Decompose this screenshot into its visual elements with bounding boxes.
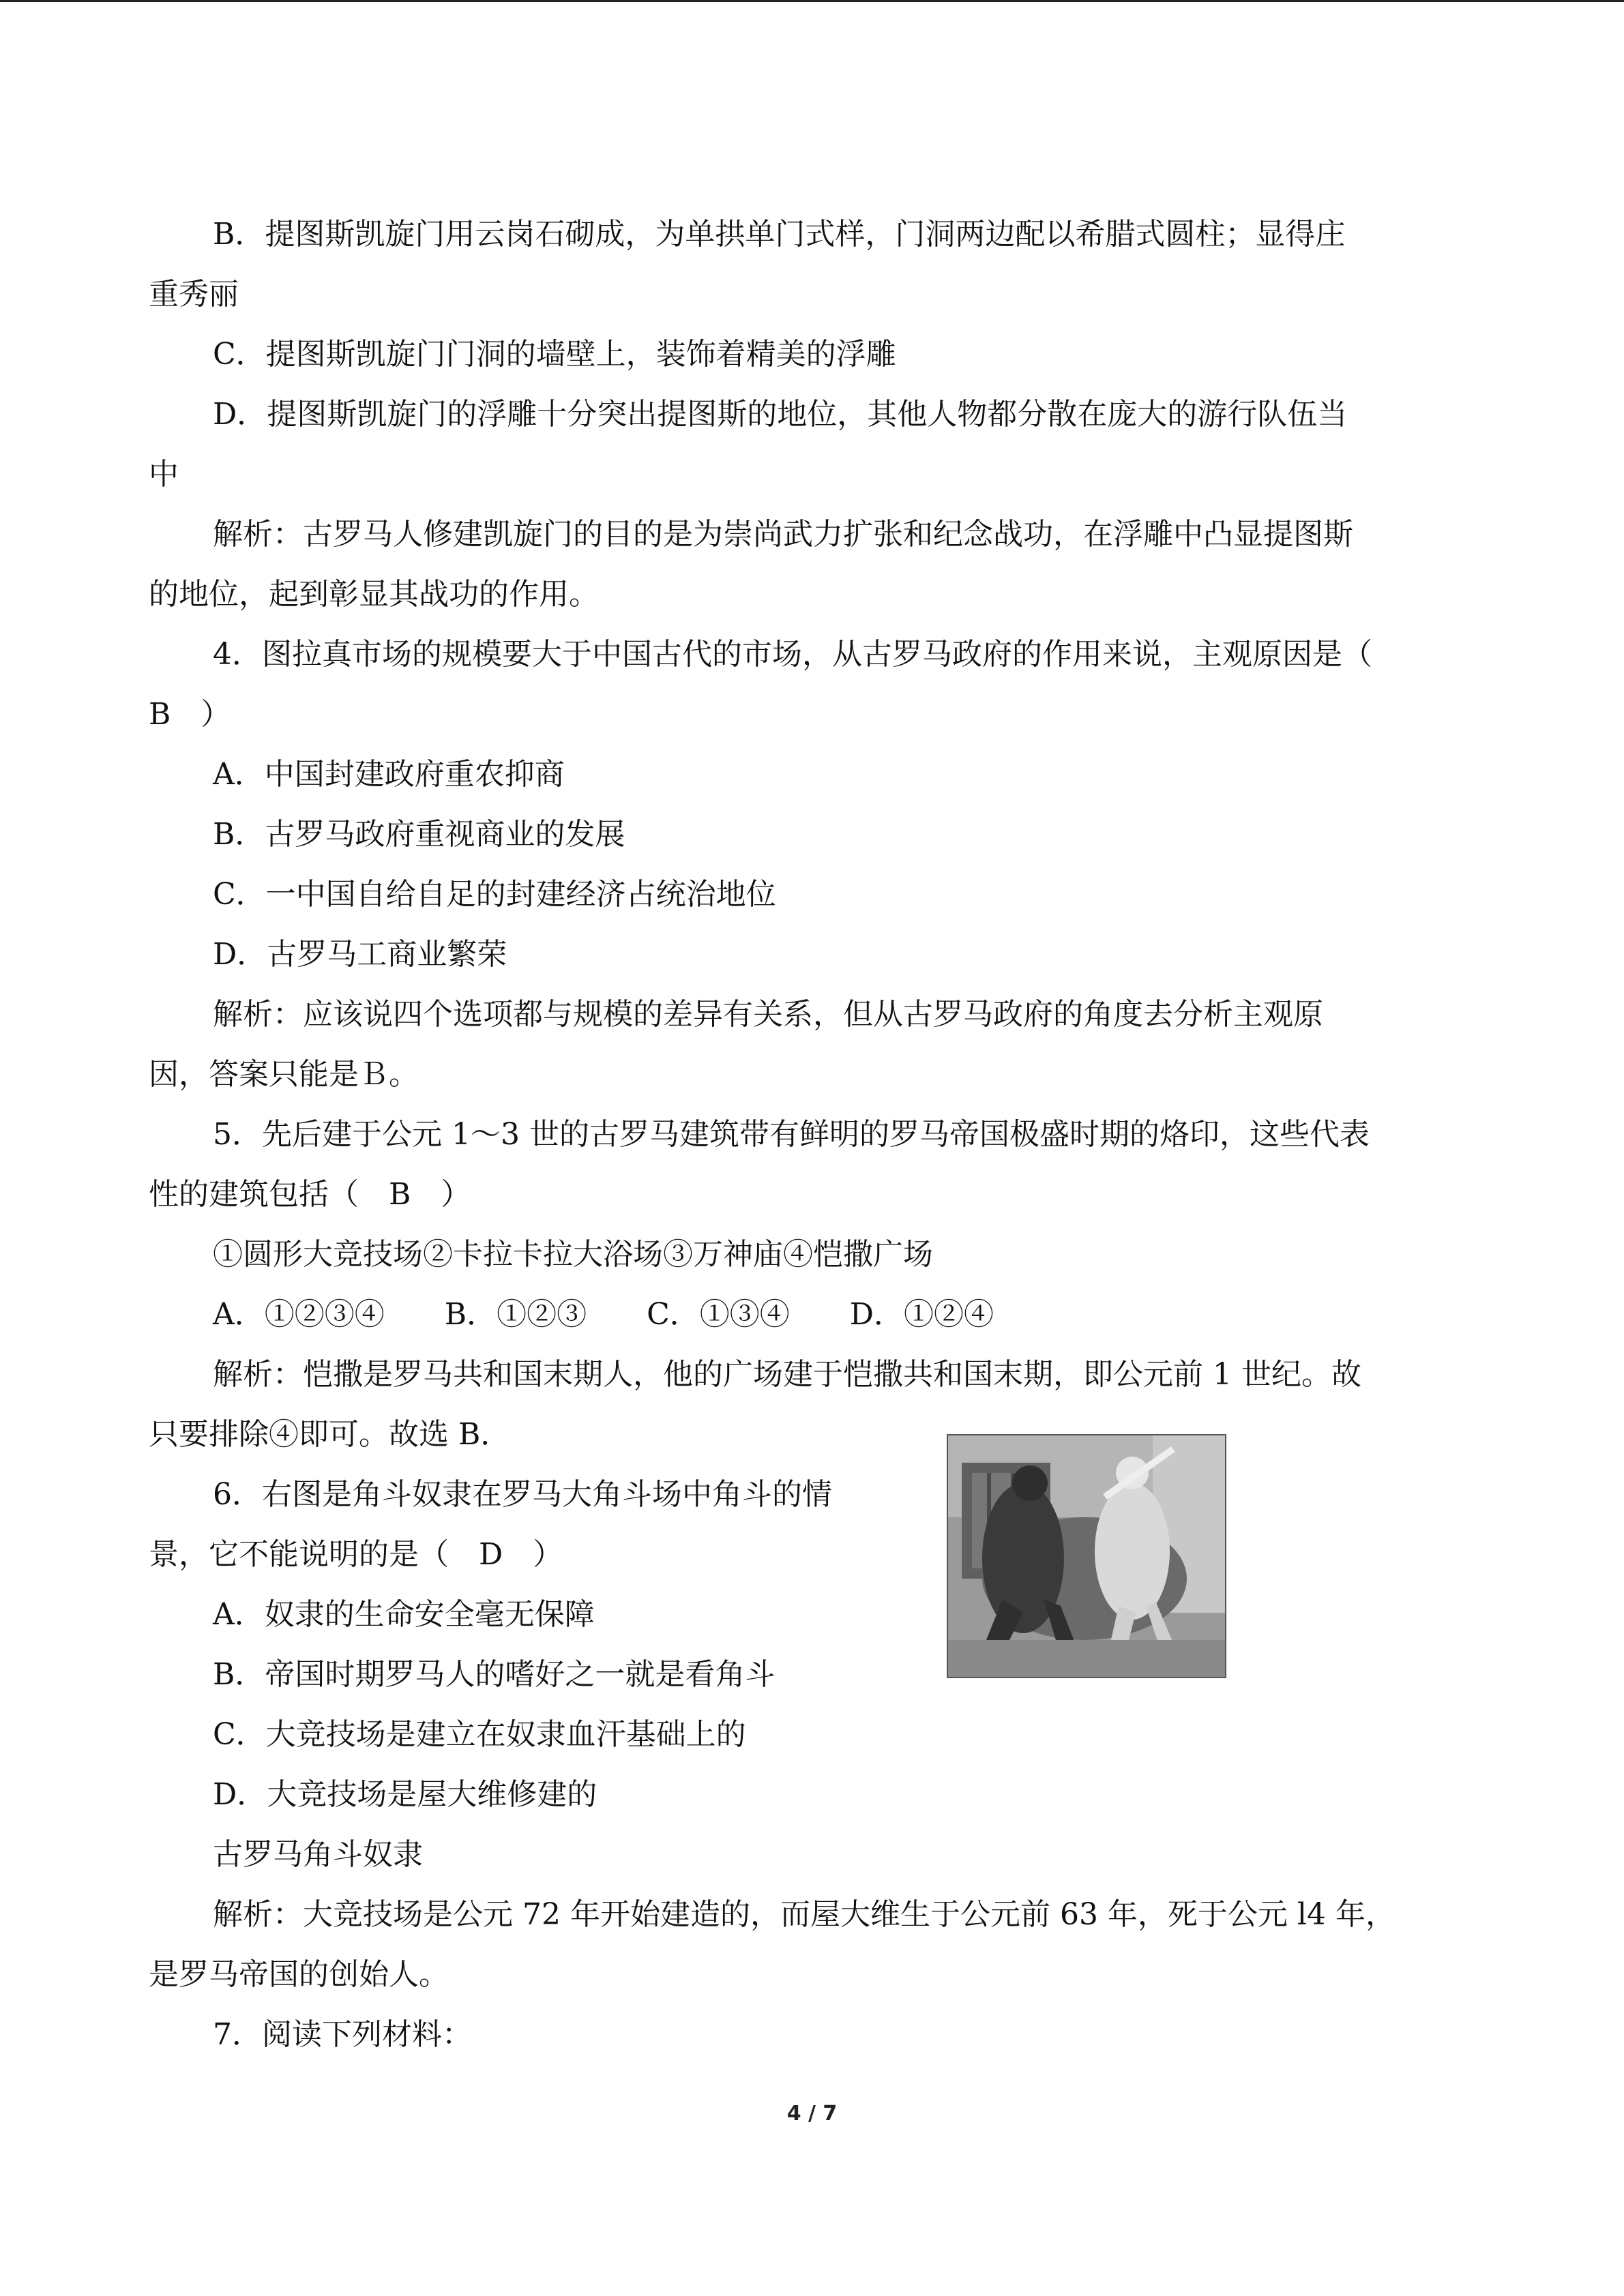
- question-4: 4．图拉真市场的规模要大于中国古代的市场，从古罗马政府的作用来说，主观原因是（: [213, 637, 1372, 672]
- question-4-answer: B ）: [149, 697, 231, 732]
- question-5: 5．先后建于公元 1～3 世的古罗马建筑带有鲜明的罗马帝国极盛时期的烙印，这些代表: [213, 1117, 1370, 1152]
- q4-option-a: A．中国封建政府重农抑商: [213, 757, 565, 792]
- explanation-5-continuation: 只要排除④即可。故选 B．: [149, 1417, 511, 1452]
- explanation-6: 解析：大竞技场是公元 72 年开始建造的，而屋大维生于公元前 63 年，死于公元 l4 年，: [213, 1897, 1396, 1932]
- q5-options: A．①②③④ B．①②③ C．①③④ D．①②④: [213, 1297, 994, 1332]
- q6-option-a: A．奴隶的生命安全毫无保障: [213, 1597, 595, 1632]
- question-5-continuation: 性的建筑包括（ B ）: [149, 1177, 471, 1212]
- top-border-rule: [0, 0, 1624, 2]
- gladiator-photo: [947, 1434, 1226, 1678]
- figure-caption: 古罗马角斗奴隶: [213, 1837, 423, 1872]
- explanation-4: 解析：应该说四个选项都与规模的差异有关系，但从古罗马政府的角度去分析主观原: [213, 997, 1323, 1032]
- option-b-text: B．提图斯凯旋门用云岗石砌成，为单拱单门式样，门洞两边配以希腊式圆柱；显得庄: [213, 217, 1346, 252]
- question-6-continuation: 景，它不能说明的是（ D ）: [149, 1537, 563, 1572]
- document-body: [149, 205, 1465, 2065]
- q6-option-b: B．帝国时期罗马人的嗜好之一就是看角斗: [213, 1657, 776, 1692]
- q4-option-d: D．古罗马工商业繁荣: [213, 937, 507, 972]
- option-d-text: D．提图斯凯旋门的浮雕十分突出提图斯的地位，其他人物都分散在庞大的游行队伍当: [213, 397, 1348, 432]
- page-number: 4 / 7: [786, 2102, 838, 2126]
- explanation-3: 解析：古罗马人修建凯旋门的目的是为崇尚武力扩张和纪念战功，在浮雕中凸显提图斯: [213, 517, 1353, 552]
- q5-items: ①圆形大竞技场②卡拉卡拉大浴场③万神庙④恺撒广场: [213, 1237, 933, 1272]
- explanation-3-continuation: 的地位，起到彰显其战功的作用。: [149, 577, 599, 612]
- option-b-continuation: 重秀丽: [149, 277, 239, 312]
- q6-option-c: C．大竞技场是建立在奴隶血汗基础上的: [213, 1717, 746, 1752]
- option-c-text: C．提图斯凯旋门门洞的墙壁上，装饰着精美的浮雕: [213, 337, 896, 372]
- option-d-continuation: 中: [149, 457, 179, 492]
- q6-option-d: D．大竞技场是屋大维修建的: [213, 1777, 597, 1812]
- question-6: 6．右图是角斗奴隶在罗马大角斗场中角斗的情: [213, 1477, 832, 1512]
- explanation-4-continuation: 因，答案只能是Ｂ。: [149, 1057, 419, 1092]
- q4-option-c: C．一中国自给自足的封建经济占统治地位: [213, 877, 776, 912]
- explanation-5: 解析：恺撒是罗马共和国末期人，他的广场建于恺撒共和国末期，即公元前 1 世纪。故: [213, 1357, 1361, 1392]
- gladiator-photo-drawing: [948, 1435, 1225, 1677]
- q4-option-b: B．古罗马政府重视商业的发展: [213, 817, 625, 852]
- explanation-6-continuation: 是罗马帝国的创始人。: [149, 1957, 449, 1992]
- question-7: 7．阅读下列材料：: [213, 2017, 472, 2052]
